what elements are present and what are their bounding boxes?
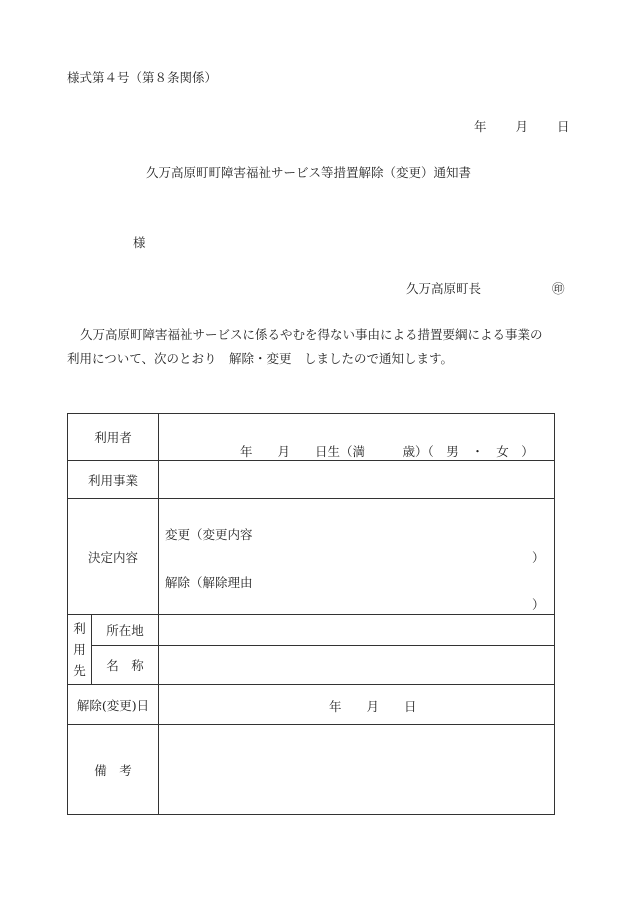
- row-user: [68, 414, 555, 461]
- date-year: 年: [474, 119, 487, 134]
- row-decision: [68, 499, 555, 615]
- decision-value-cell[interactable]: [159, 499, 555, 615]
- user-birth-text: 年 月 日生（満 歳）（ 男 ・ 女 ）: [240, 444, 534, 459]
- address-label: 所在地: [92, 615, 159, 646]
- remarks-value-cell[interactable]: [159, 725, 555, 815]
- change-content-text: 変更（変更内容: [165, 527, 253, 542]
- destination-char-3: 先: [73, 663, 86, 678]
- document-title: 久万高原町町障害福祉サービス等措置解除（変更）通知書: [146, 165, 472, 180]
- notice-body-line-1: 久万高原町障害福祉サービスに係るやむを得ない事由による措置要綱による事業の: [80, 327, 543, 342]
- user-birth-cell[interactable]: [159, 414, 555, 461]
- facility-name-label: 名 称: [92, 646, 159, 685]
- form-number-label: 様式第４号（第８条関係）: [67, 70, 218, 85]
- service-label: 利用事業: [68, 461, 159, 499]
- notice-body-line-2: 利用について、次のとおり 解除・変更 しましたので通知します。: [67, 351, 454, 366]
- service-value-cell[interactable]: [159, 461, 555, 499]
- address-value-cell[interactable]: [159, 615, 555, 646]
- release-close-paren: ）: [532, 597, 545, 612]
- date-day: 日: [557, 119, 570, 134]
- row-release-date: [68, 685, 555, 725]
- destination-char-2: 用: [73, 642, 86, 657]
- row-remarks: [68, 725, 555, 815]
- notice-body: [67, 323, 572, 371]
- change-close-paren: ）: [532, 550, 545, 565]
- row-service: [68, 461, 555, 499]
- issuer-name: 久万高原町長: [406, 281, 482, 296]
- issue-date: [474, 117, 570, 135]
- row-name: [68, 646, 555, 685]
- notice-form-table: [67, 413, 555, 815]
- release-date-cell[interactable]: [159, 685, 555, 725]
- user-label: 利用者: [68, 414, 159, 461]
- date-month: 月: [515, 119, 529, 134]
- remarks-label: 備 考: [68, 725, 159, 815]
- recipient-honorific: 様: [133, 235, 146, 250]
- destination-char-1: 利: [73, 621, 86, 636]
- facility-name-value-cell[interactable]: [159, 646, 555, 685]
- decision-label: 決定内容: [68, 499, 159, 615]
- release-date-value: 年 月 日: [329, 699, 417, 714]
- seal-mark: ㊞: [552, 281, 565, 296]
- destination-label: [68, 615, 92, 685]
- row-address: [68, 615, 555, 646]
- release-date-label: 解除(変更)日: [68, 685, 159, 725]
- release-reason-text: 解除（解除理由: [165, 575, 253, 590]
